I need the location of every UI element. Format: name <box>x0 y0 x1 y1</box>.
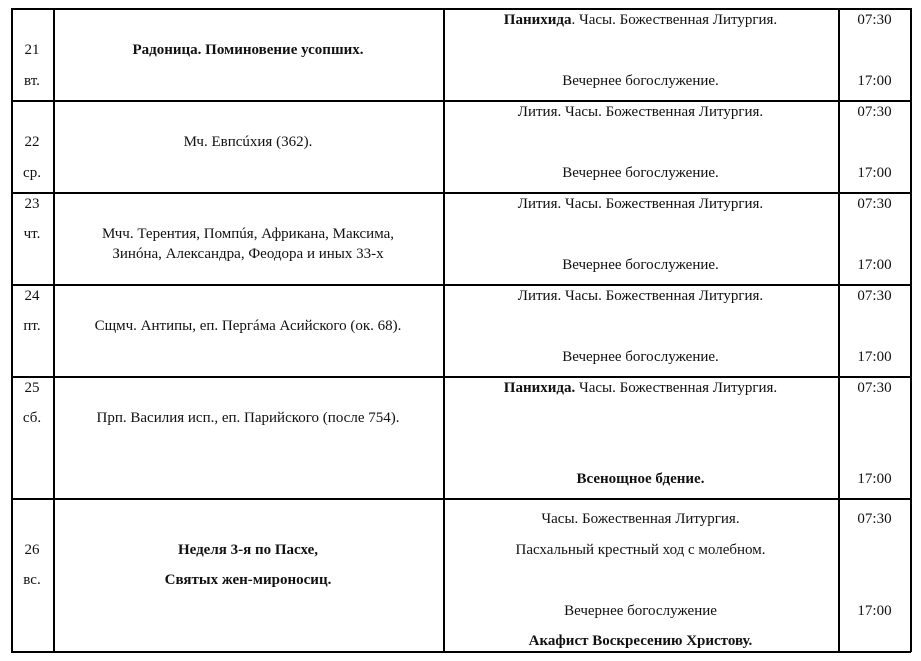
weekday: вт. <box>24 73 40 89</box>
weekday: сб. <box>22 410 42 426</box>
service-evening: Вечернее богослужение <box>564 603 717 619</box>
service-evening: Всенощное бдение. <box>576 471 705 487</box>
feast-title: Радоница. Поминовение усопших. <box>132 42 364 58</box>
day-number: 22 <box>24 134 40 150</box>
feast-title: Сщмч. Антипы, еп. Пергáма Асийского (ок. 68). <box>94 318 402 334</box>
table-row <box>11 100 911 192</box>
service-evening: Вечернее богослужение. <box>562 349 719 365</box>
time-morning: 07:30 <box>857 12 892 28</box>
weekday: ср. <box>23 165 41 181</box>
service-akathist: Акафист Воскресению Христову. <box>528 633 753 649</box>
weekday: пт. <box>23 318 41 334</box>
time-morning: 07:30 <box>857 196 892 212</box>
service-morning: Лития. Часы. Божественная Литургия. <box>517 288 764 304</box>
table-row <box>11 498 911 651</box>
feast-title: Прп. Василия исп., еп. Парийского (после 754). <box>96 410 400 426</box>
time-evening: 17:00 <box>857 165 892 181</box>
service-morning: Панихида. Часы. Божественная Литургия. <box>503 380 778 396</box>
service-procession: Пасхальный крестный ход с молебном. <box>515 542 766 558</box>
service-morning: Панихида. Часы. Божественная Литургия. <box>503 12 778 28</box>
feast-title: Мч. Евпсúхия (362). <box>183 134 313 150</box>
feast-title: Мчч. Терентия, Помпúя, Африкана, Максима, <box>101 226 395 242</box>
day-number: 25 <box>24 380 40 396</box>
service-evening: Вечернее богослужение. <box>562 257 719 273</box>
time-morning: 07:30 <box>857 511 892 527</box>
feast-title: Святых жен-мироносиц. <box>164 572 332 588</box>
schedule-table <box>11 8 911 652</box>
day-number: 23 <box>24 196 40 212</box>
table-row <box>11 192 911 284</box>
weekday: вс. <box>23 572 41 588</box>
time-evening: 17:00 <box>857 257 892 273</box>
time-morning: 07:30 <box>857 104 892 120</box>
day-number: 24 <box>24 288 40 304</box>
time-evening: 17:00 <box>857 73 892 89</box>
table-row <box>11 376 911 498</box>
service-morning: Лития. Часы. Божественная Литургия. <box>517 104 764 120</box>
feast-title: Зинóна, Александра, Феодора и иных 33-х <box>112 246 384 262</box>
time-morning: 07:30 <box>857 288 892 304</box>
time-evening: 17:00 <box>857 349 892 365</box>
service-evening: Вечернее богослужение. <box>562 73 719 89</box>
service-morning: Лития. Часы. Божественная Литургия. <box>517 196 764 212</box>
day-number: 26 <box>24 542 40 558</box>
weekday: чт. <box>23 226 41 242</box>
time-morning: 07:30 <box>857 380 892 396</box>
row-divider <box>11 651 911 653</box>
table-row <box>11 8 911 100</box>
feast-title: Неделя 3-я по Пасхе, <box>177 542 319 558</box>
table-row <box>11 284 911 376</box>
time-evening: 17:00 <box>857 471 892 487</box>
service-evening: Вечернее богослужение. <box>562 165 719 181</box>
day-number: 21 <box>24 42 40 58</box>
service-morning: Часы. Божественная Литургия. <box>541 511 740 527</box>
time-evening: 17:00 <box>857 603 892 619</box>
